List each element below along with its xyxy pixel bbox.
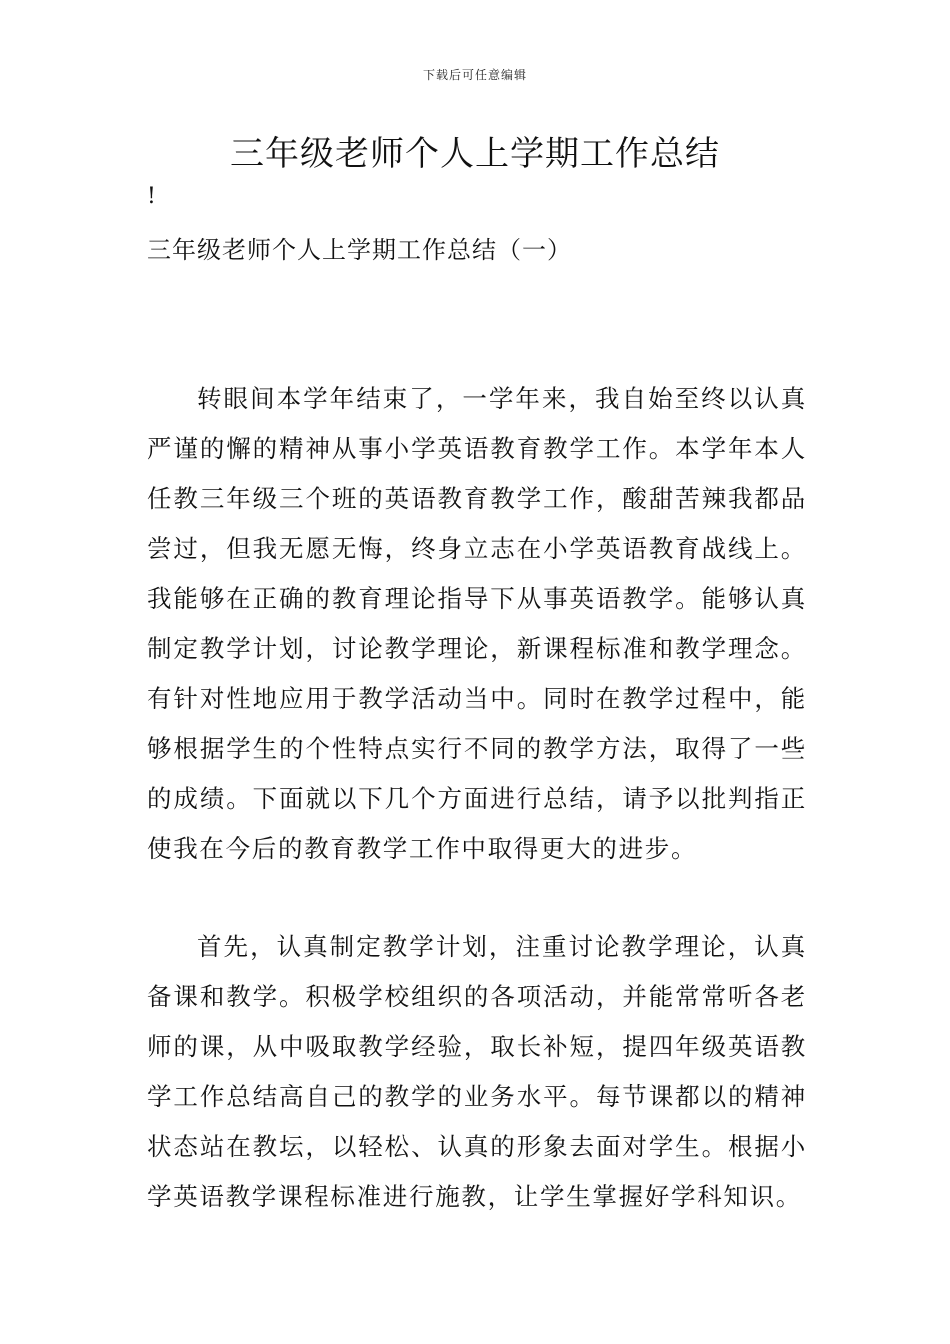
document-title: 三年级老师个人上学期工作总结 (230, 134, 720, 174)
body-paragraph-2: 首先，认真制定教学计划，注重讨论教学理论，认真备课和教学。积极学校组织的各项活动，并能常常听各老师的课，从中吸取教学经验，取长补短，提四年级英语教学工作总结高自己的教学的业务水平。每节课都以的精神状态站在教坛，以轻松、认真的形象去面对学生。根据小学英语教学课程标准进行施教，让学生掌握好学科知识。 (147, 932, 807, 1211)
document-subtitle: 三年级老师个人上学期工作总结（一） (147, 236, 572, 264)
header-note: 下载后可任意编辑 (422, 68, 527, 82)
exclamation-mark: ! (147, 184, 156, 209)
body-paragraph-1: 转眼间本学年结束了，一学年来，我自始至终以认真严谨的懈的精神从事小学英语教育教学工作。本学年本人任教三年级三个班的英语教育教学工作，酸甜苦辣我都品尝过，但我无愿无悔，终身立志在小学英语教育战线上。我能够在正确的教育理论指导下从事英语教学。能够认真制定教学计划，讨论教学理论，新课程标准和教学理念。有针对性地应用于教学活动当中。同时在教学过程中，能够根据学生的个性特点实行不同的教学方法，取得了一些的成绩。下面就以下几个方面进行总结，请予以批判指正使我在今后的教育教学工作中取得更大的进步。 (147, 384, 807, 863)
